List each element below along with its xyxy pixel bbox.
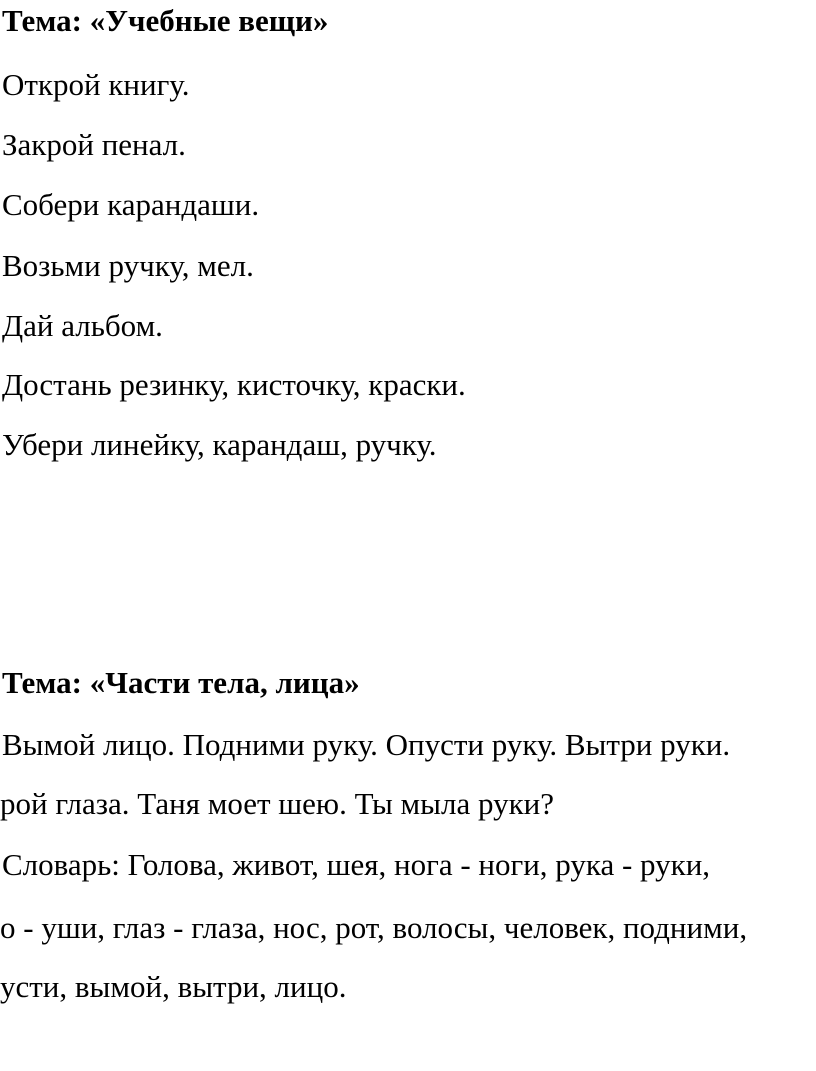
section-2-line: о - уши, глаз - глаза, нос, рот, волосы, человек, подними, bbox=[0, 910, 748, 945]
section-2-line: Вымой лицо. Подними руку. Опусти руку. Вытри руки. bbox=[2, 727, 731, 762]
section-1-line: Достань резинку, кисточку, краски. bbox=[2, 367, 466, 402]
section-1-line: Возьми ручку, мел. bbox=[2, 248, 254, 283]
section-1-line: Открой книгу. bbox=[2, 67, 190, 102]
section-2-title: Тема: «Части тела, лица» bbox=[2, 665, 360, 700]
section-1-line: Дай альбом. bbox=[2, 308, 163, 343]
section-2-line: Словарь: Голова, живот, шея, нога - ноги, рука - руки, bbox=[2, 847, 711, 882]
section-1-title: Тема: «Учебные вещи» bbox=[2, 3, 329, 38]
section-1-line: Собери карандаши. bbox=[2, 187, 260, 222]
section-2-line: усти, вымой, вытри, лицо. bbox=[0, 969, 347, 1004]
section-2-line: рой глаза. Таня моет шею. Ты мыла руки? bbox=[0, 786, 554, 821]
section-1-line: Закрой пенал. bbox=[2, 127, 186, 162]
section-1-line: Убери линейку, карандаш, ручку. bbox=[2, 427, 437, 462]
